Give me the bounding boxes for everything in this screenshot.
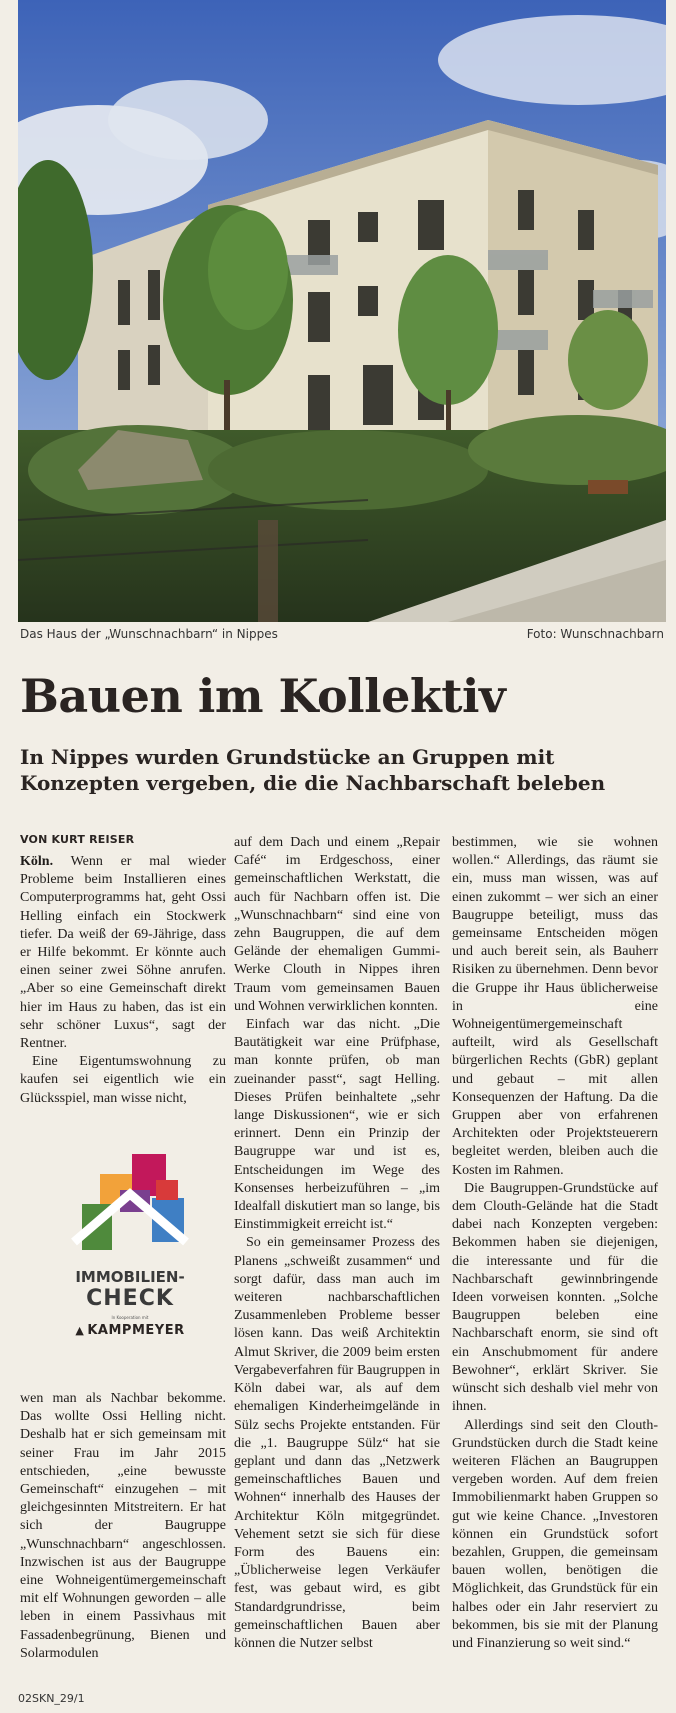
photo-credit: Foto: Wunschnachbarn (526, 627, 664, 641)
paragraph-text: Wenn er mal wieder Probleme beim Installieren eines Computerprogramms hat, geht Ossi Helling einfach ein Stockwerk tiefer. Da weiß der 69-Jährige, dass er Hilfe bekommt. Er könnte auch einen seiner zwei Söhne anrufen. „Aber so eine Gemeinschaft direkt hier im Haus zu haben, das ist ein sehr schöner Luxus“, sagt der Rentner. (20, 854, 227, 1052)
article-paragraph (20, 853, 226, 1053)
logo-partner-note: In Kooperation mit (111, 1315, 149, 1320)
article-paragraph: wen man als Nachbar bekomme. Das wollte Ossi Helling nicht. Deshalb hat er sich gemeinsam mit seiner Frau im Jahr 2015 entschieden, „eine bewusste Gemeinschaft“ einzugehen – mit gleichgesinnten Mitstreitern. Er hat sich der Baugruppe „Wunschnachbarn“ angeschlossen. Inzwischen ist aus der Baugruppe eine Wohneigentümergemeinschaft mit elf Wohnungen geworden – alle leben in einem Passivhaus mit Fassadenbegrünung, Bienen und Solarmodulen (20, 1391, 226, 1661)
immobilien-check-logo (60, 1150, 200, 1348)
dateline: Köln. (20, 854, 54, 869)
article-column-3 (452, 834, 658, 1653)
logo-title-line1: IMMOBILIEN- (75, 1268, 185, 1286)
logo-title-line2: CHECK (86, 1286, 174, 1311)
photo-caption: Das Haus der „Wunschnachbarn“ in Nippes (20, 627, 278, 641)
article-subhead: In Nippes wurden Grundstücke an Gruppen mit Konzepten vergeben, die die Nachbarschaft beleben (20, 745, 606, 795)
kampmeyer-triangle-icon: ▲ (75, 1324, 85, 1337)
article-paragraph: Einfach war das nicht. „Die Bautätigkeit war eine Prüfphase, man konnte prüfen, ob man zueinander passt“, sagt Helling. Dieses Prüfen beinhaltete „sehr lange Diskussionen“, wie er sich erinnert. Denn ein Prinzip der Baugruppe war und ist es, Entscheidungen im Wege des Konsenses herbeizuführen – „im Idealfall diskutiert man so lange, bis Einstimmigkeit erreicht ist.“ (234, 1017, 440, 1233)
article-paragraph: So ein gemeinsamer Prozess des Planens „schweißt zusammen“ und sorgt dafür, dass man auch im weiteren nachbarschaftlichen Zusammenleben Probleme besser lösen kann. Das weiß Architektin Almut Skriver, die 2009 beim ersten Vergabeverfahren für Baugruppen in Köln dabei war, als auf dem ehemaligen Kinderheimgelände in Sülz sechs Projekte entstanden. Für die „1. Baugruppe Sülz“ hat sie geplant und dann das „Netzwerk gemeinschaftliches Bauen und Wohnen“ innerhalb des Hauses der Architektur Köln mitgegründet. Vehement setzt sie sich für diese Form des Bauens ein: „Üblicherweise legen Verkäufer fest, was gebaut wird, es gibt Standardgrundrisse, beim gemeinschaftlichen Bauen aber können die Nutzer selbst (234, 1235, 440, 1651)
logo-title (60, 1268, 200, 1312)
article-column-1-bottom (20, 1390, 226, 1663)
article-byline: VON KURT REISER (20, 833, 135, 846)
article-photo (18, 0, 666, 622)
article-paragraph: Allerdings sind seit den Clouth-Grundstücken durch die Stadt keine weiteren Flächen an Baugruppen vergeben worden. Auf dem freien Immobilienmarkt haben Gruppen so gut wie keine Chance. „Investoren können ein Grundstück sofort bezahlen, Gruppen, die gemeinsam bauen wollen, benötigen die Möglichkeit, das Grundstück für ein halbes oder ein Jahr reserviert zu bekommen, bis sie mit der Planung und Finanzierung so weit sind.“ (452, 1417, 658, 1651)
article-column-2 (234, 834, 440, 1653)
logo-partner (60, 1323, 200, 1338)
photo-caption-row (20, 627, 664, 645)
article-paragraph: bestimmen, wie sie wohnen wollen.“ Allerdings, das räumt sie ein, muss man wissen, was auf einen zukommt – wer sich an einer Baugruppe beteiligt, muss das gemeinsame Entscheiden mögen und auch bereit sein, als Bauherr Risiken zu übernehmen. Denn bevor die Gruppe ihr Haus üblicherweise in eine Wohneigentümergemeinschaft aufteilt, wird als Gesellschaft bürgerlichen Rechts (GbR) geplant und gebaut – mit allen Konsequenzen der Haftung. Da die Gruppen aber von erfahrenen Architekten oder Projektsteuerern begleitet werden, bleiben auch die Kosten im Rahmen. (452, 835, 658, 1178)
house-photo-illustration (18, 0, 666, 622)
article-headline: Bauen im Kollektiv (20, 669, 506, 723)
logo-partner-name: KAMPMEYER (87, 1323, 185, 1338)
page-code: 02SKN_29/1 (18, 1692, 85, 1705)
house-logo-icon (60, 1150, 200, 1266)
article-paragraph: Eine Eigentumswohnung zu kaufen sei eigentlich wie ein Glücksspiel, man wisse nicht, (20, 1054, 226, 1106)
article-column-1-top (20, 853, 226, 1108)
article-paragraph: auf dem Dach und einem „Repair Café“ im Erdgeschoss, einer gemeinschaftlichen Werkstatt, die auch für Nachbarn offen ist. Die „Wunschnachbarn“ sind eine von zehn Baugruppen, die auf dem Gelände der ehemaligen Gummi-Werke Clouth in Nippes ihren Traum vom gemeinsamen Bauen und Wohnen verwirklichen konnten. (234, 835, 440, 1014)
article-paragraph: Die Baugruppen-Grundstücke auf dem Clouth-Gelände hat die Stadt dabei nach Konzepten vergeben: Bekommen haben sie diejenigen, die interessante und für die Nachbarschaft gewinnbringende Ideen vorweisen konnten. „Solche Baugruppen beleben eine Nachbarschaft enorm, sie sind oft ein Anschubmoment für andere Bewohner“, erklärt Skriver. Sie wünscht sich deshalb viel mehr von ihnen. (452, 1180, 658, 1415)
